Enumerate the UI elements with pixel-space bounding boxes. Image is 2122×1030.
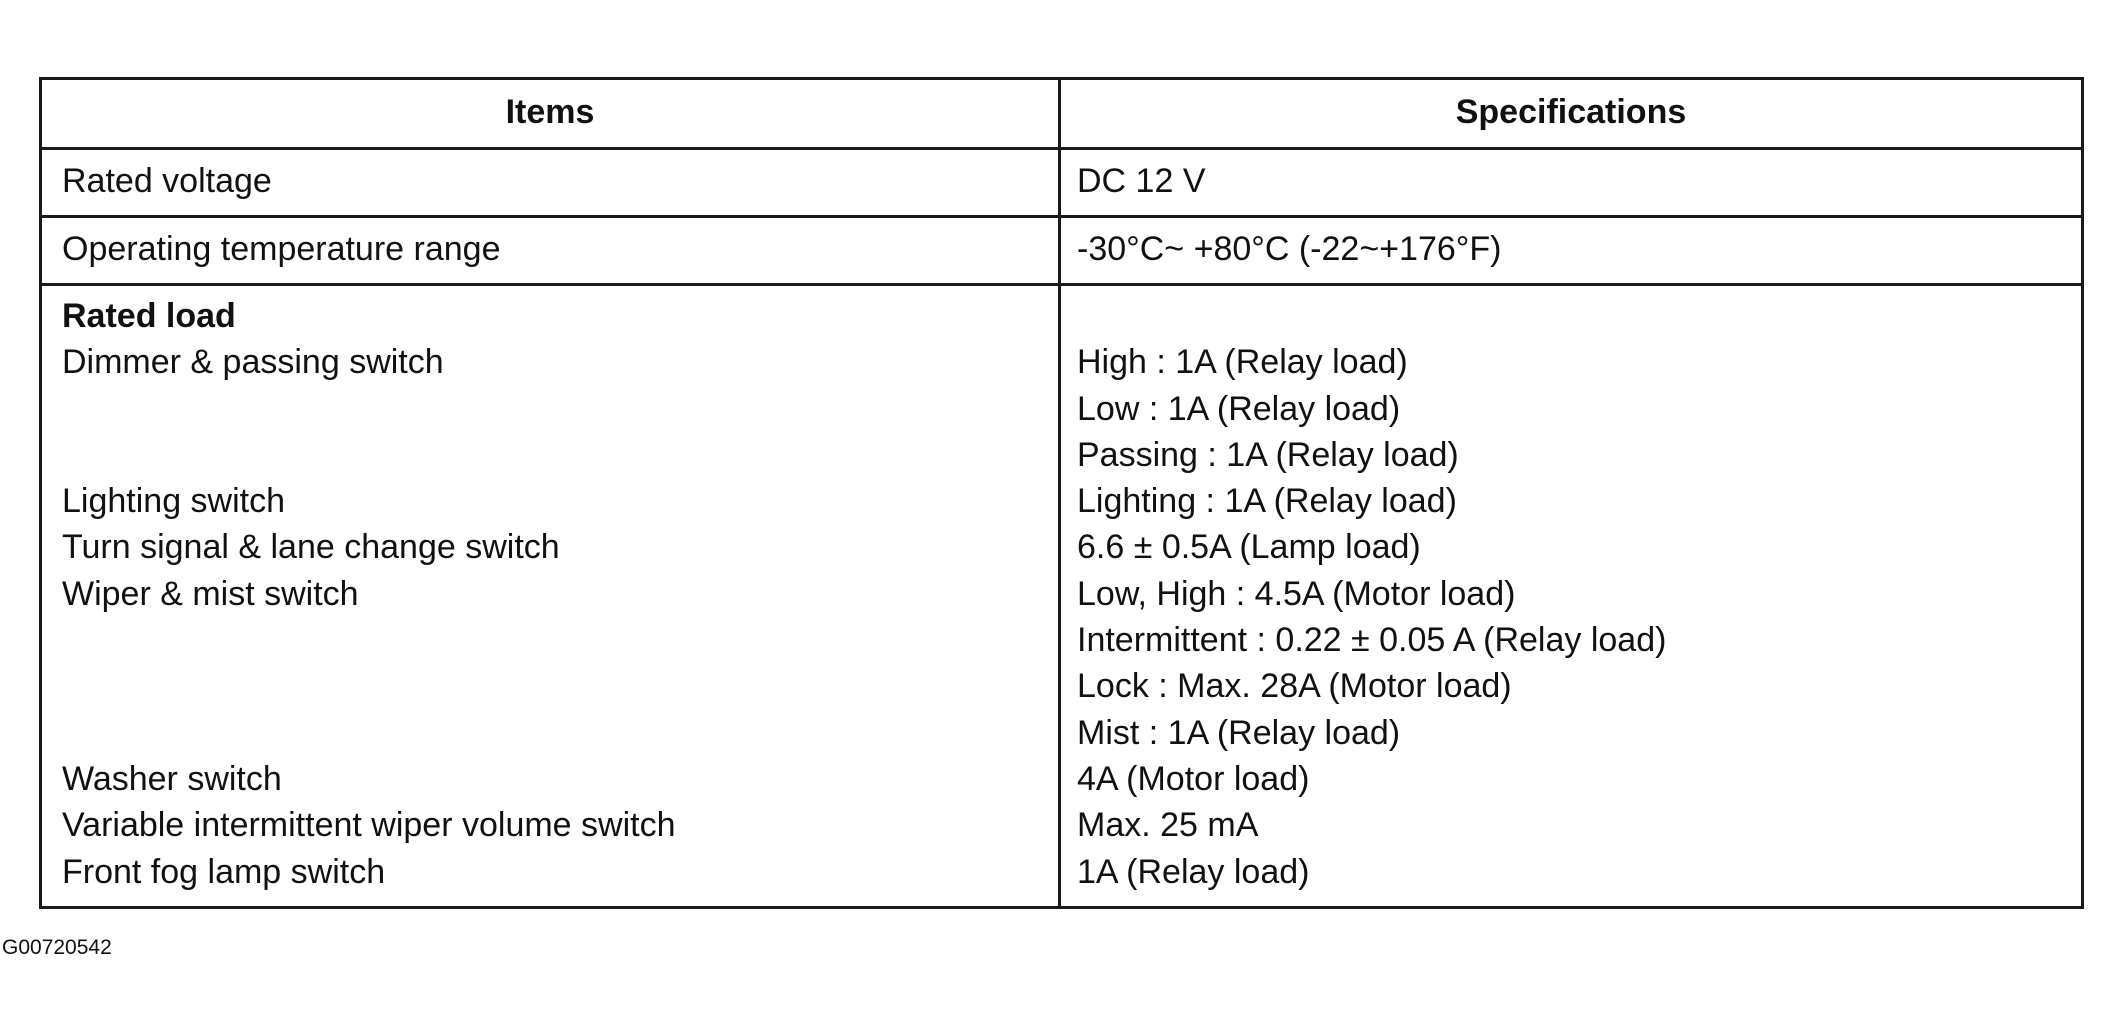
rated-load-item [62, 617, 676, 663]
rated-load-item: Wiper & mist switch [62, 574, 359, 613]
rated-load-item: Front fog lamp switch [62, 852, 386, 891]
specifications-table [39, 77, 2084, 909]
rated-load-spec: 4A (Motor load) [1077, 759, 1310, 798]
rated-load-spec-spacer [1077, 293, 1666, 339]
figure-id: G00720542 [2, 936, 112, 959]
row-divider [42, 283, 2081, 286]
spec-operating-temperature: -30°C~ +80°C (-22~+176°F) [1077, 230, 1502, 268]
rated-load-item: Dimmer & passing switch [62, 343, 444, 382]
header-specifications: Specifications [1455, 93, 1687, 131]
rated-load-spec: Lock : Max. 28A (Motor load) [1077, 667, 1512, 706]
rated-load-spec: 1A (Relay load) [1077, 852, 1310, 891]
rated-load-heading: Rated load [62, 297, 236, 335]
rated-load-spec: Low : 1A (Relay load) [1077, 389, 1401, 428]
rated-load-spec: Intermittent : 0.22 ± 0.05 A (Relay load) [1077, 621, 1667, 660]
rated-load-items [62, 293, 676, 895]
rated-load-spec: Low, High : 4.5A (Motor load) [1077, 574, 1516, 613]
rated-load-item [62, 432, 676, 478]
item-operating-temperature: Operating temperature range [62, 230, 501, 268]
rated-load-item [62, 663, 676, 709]
header-items: Items [505, 93, 595, 131]
row-divider [42, 215, 2081, 218]
rated-load-item: Washer switch [62, 759, 282, 798]
rated-load-spec: Max. 25 mA [1077, 806, 1259, 845]
rated-load-spec: Mist : 1A (Relay load) [1077, 713, 1401, 752]
spec-rated-voltage: DC 12 V [1077, 162, 1206, 200]
rated-load-specs [1077, 293, 1666, 895]
item-rated-voltage: Rated voltage [62, 162, 272, 200]
rated-load-spec: High : 1A (Relay load) [1077, 343, 1408, 382]
rated-load-item: Lighting switch [62, 482, 286, 521]
rated-load-item [62, 710, 676, 756]
rated-load-item [62, 386, 676, 432]
rated-load-item: Turn signal & lane change switch [62, 528, 560, 567]
column-divider [1058, 80, 1061, 906]
row-divider [42, 147, 2081, 150]
rated-load-spec: Passing : 1A (Relay load) [1077, 435, 1459, 474]
rated-load-item: Variable intermittent wiper volume switch [62, 806, 676, 845]
rated-load-spec: 6.6 ± 0.5A (Lamp load) [1077, 528, 1421, 567]
rated-load-spec: Lighting : 1A (Relay load) [1077, 482, 1457, 521]
